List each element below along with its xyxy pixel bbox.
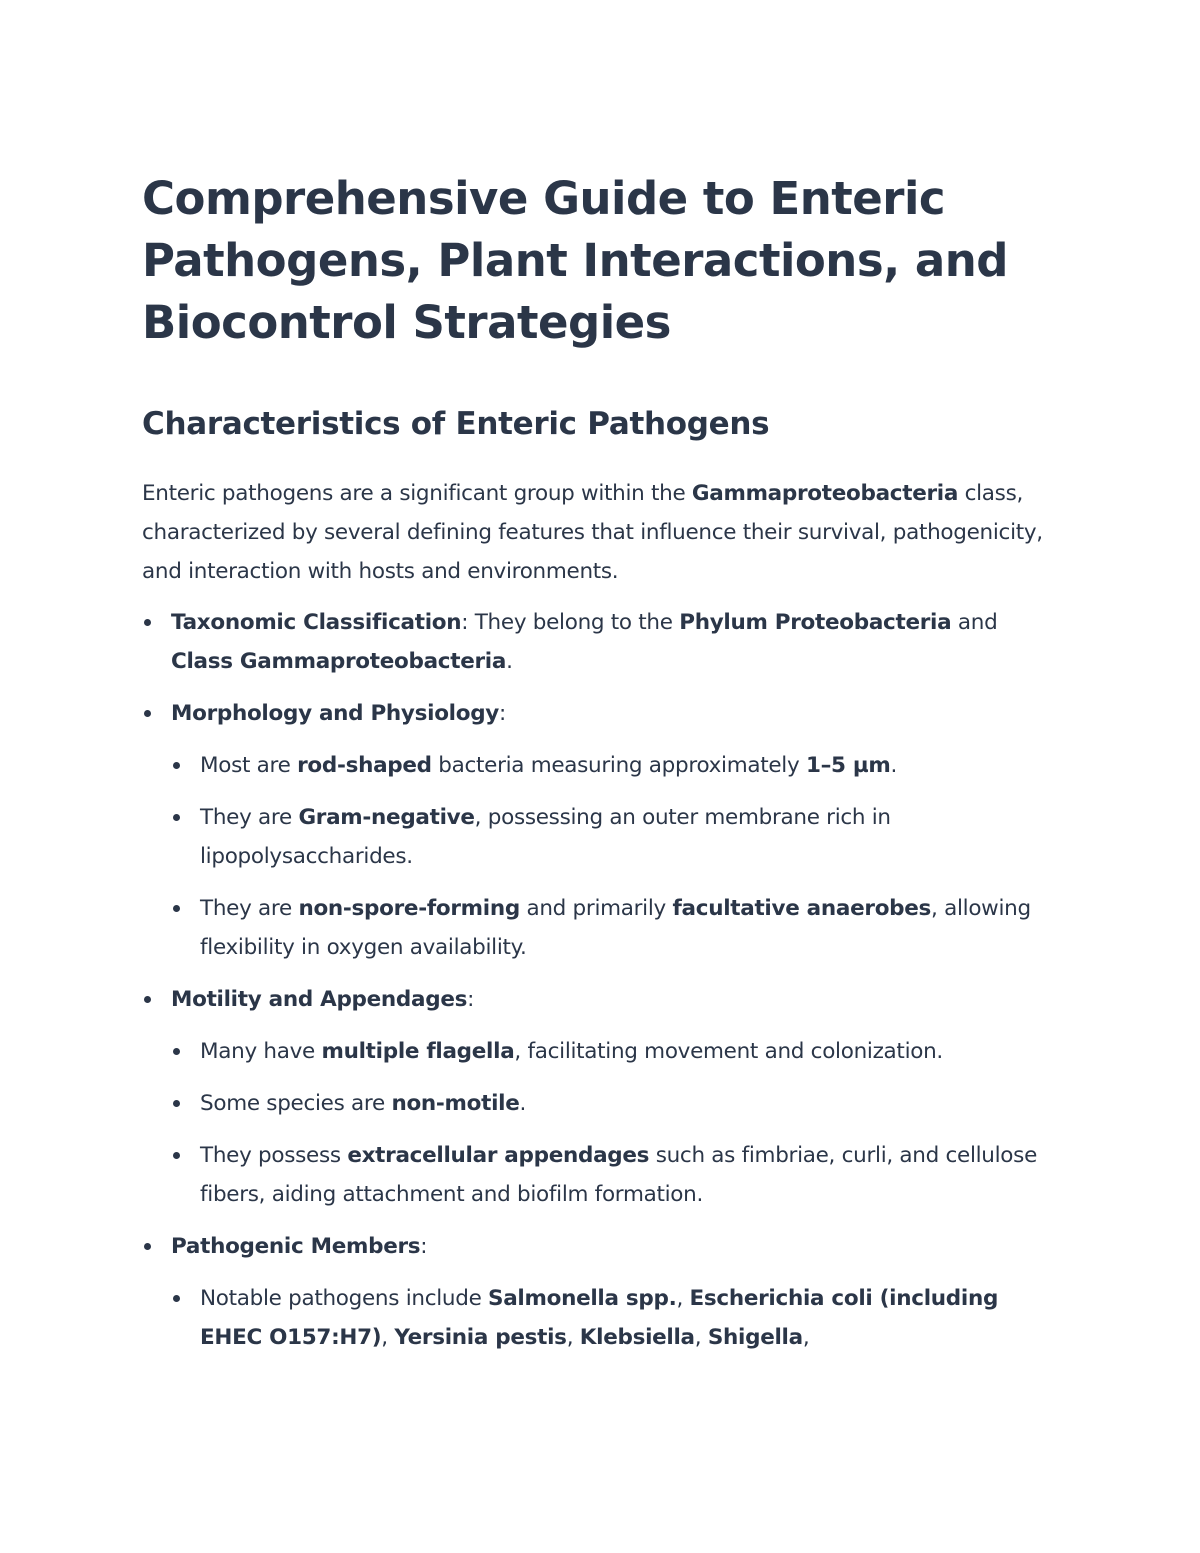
bullet-icon — [173, 814, 180, 821]
document-page — [142, 168, 1062, 1370]
bullet-icon — [144, 1243, 151, 1250]
motility-sublist — [171, 1032, 1062, 1214]
sublist-item: They are Gram-negative, possessing an outer membrane rich in lipopolysaccharides. — [171, 798, 1062, 876]
sublist-item: Most are rod-shaped bacteria measuring approximately 1–5 µm. — [171, 746, 1062, 785]
bullet-icon — [173, 762, 180, 769]
document-title: Comprehensive Guide to Enteric Pathogens, Plant Interactions, and Biocontrol Strategies — [142, 172, 1008, 349]
bullet-icon — [173, 1295, 180, 1302]
bullet-icon — [144, 619, 151, 626]
bullet-icon — [144, 996, 151, 1003]
sublist-item: Some species are non-motile. — [171, 1084, 1062, 1123]
sublist-item: They are non-spore-forming and primarily facultative anaerobes, allowing flexibility in oxygen availability. — [171, 889, 1062, 967]
list-item-pathogenic: Pathogenic Members: Notable pathogens include Salmonella spp., Escherichia coli (including EHEC O157:H7), Yersinia pestis, Klebsiella, Shigella, — [142, 1227, 1062, 1357]
bullet-icon — [173, 1100, 180, 1107]
bullet-icon — [173, 905, 180, 912]
bullet-icon — [173, 1048, 180, 1055]
list-item-motility: Motility and Appendages: Many have multiple flagella, facilitating movement and colonization. Some species are non-motile. They possess extracellular appendages such as fimbriae, curli, and cellulose fibers, aiding attachment and biofilm formation. — [142, 980, 1062, 1214]
sublist-item: Notable pathogens include Salmonella spp., Escherichia coli (including EHEC O157:H7), Yersinia pestis, Klebsiella, Shigella, — [171, 1279, 1062, 1357]
sublist-item: Many have multiple flagella, facilitating movement and colonization. — [171, 1032, 1062, 1071]
bullet-icon — [144, 710, 151, 717]
bullet-icon — [173, 1152, 180, 1159]
morphology-sublist — [171, 746, 1062, 967]
characteristics-list — [142, 603, 1062, 1357]
list-item-taxonomy: Taxonomic Classification: They belong to the Phylum Proteobacteria and Class Gammaproteobacteria. — [142, 603, 1062, 681]
intro-paragraph: Enteric pathogens are a significant group within the Gammaproteobacteria class, characterized by several defining features that influence their survival, pathogenicity, and interaction with hosts and environments. — [142, 481, 1043, 584]
section-heading: Characteristics of Enteric Pathogens — [142, 406, 770, 442]
pathogenic-sublist — [171, 1279, 1062, 1357]
list-item-morphology: Morphology and Physiology: Most are rod-shaped bacteria measuring approximately 1–5 µm. They are Gram-negative, possessing an outer membrane rich in lipopolysaccharides. They are non-spore-forming and primarily facultative anaerobes, allowing flexibility in oxygen availability. — [142, 694, 1062, 967]
sublist-item: They possess extracellular appendages such as fimbriae, curli, and cellulose fibers, aiding attachment and biofilm formation. — [171, 1136, 1062, 1214]
